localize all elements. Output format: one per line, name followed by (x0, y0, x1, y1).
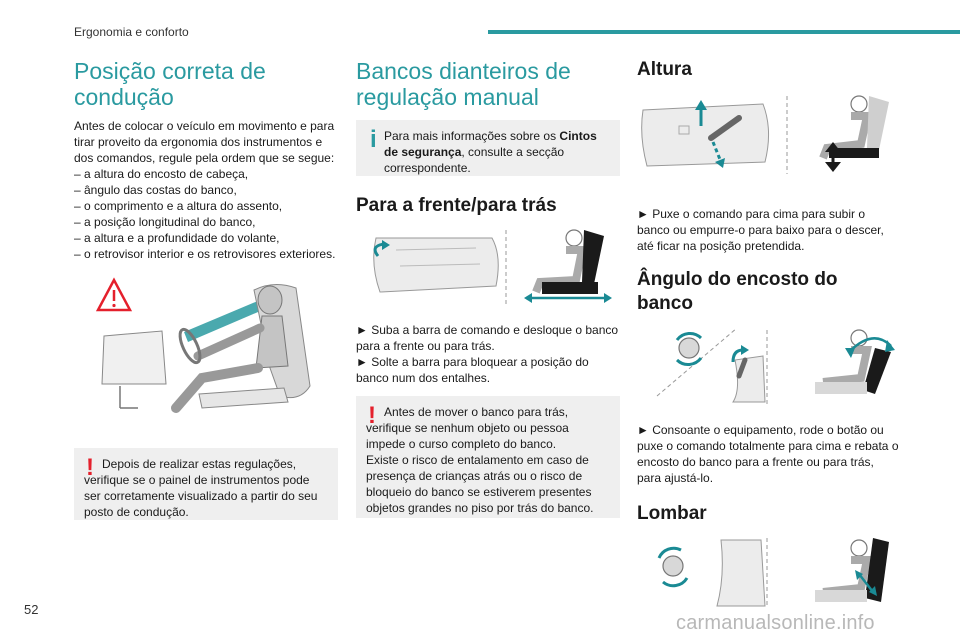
forward-backward-step-1: ► Suba a barra de comando e desloque o banco para a frente ou para trás. (356, 323, 619, 353)
lumbar-illustration (637, 536, 901, 608)
column-manual-seats (356, 58, 620, 518)
altura-step: ► Puxe o comando para cima para subir o banco ou empurre-o para baixo para o descer, até ficar na posição pretendida. (637, 207, 884, 253)
adjustment-list-item: – a altura e a profundidade do volante, (74, 231, 280, 245)
altura-title: Altura (637, 59, 692, 80)
adjustment-list-item: – ângulo das costas do banco, (74, 183, 237, 197)
forward-backward-illustration (356, 226, 620, 306)
info-note-text (366, 128, 610, 176)
warning-note-seat-move (356, 396, 620, 518)
warning-note-extra: Existe o risco de entalamento em caso de presença de crianças atrás ou o risco de bloqueio do banco se estiverem presentes objetos grandes no piso por trás do banco. (366, 453, 594, 515)
warning-triangle-icon (98, 280, 130, 310)
forward-backward-step-2: ► Solte a barra para bloquear a posição do banco num dos entalhes. (356, 355, 589, 385)
info-icon: i (370, 126, 377, 153)
lombar-title: Lombar (637, 503, 707, 524)
warning-exclamation-icon: ! (86, 454, 94, 481)
column-driving-position (74, 58, 338, 520)
driving-posture-illustration (74, 276, 338, 426)
angulo-step: ► Consoante o equipamento, rode o botão ou puxe o comando totalmente para cima e rebata o encosto do banco para a frente ou para trás, para ajustá-lo. (637, 423, 899, 485)
info-note-pre: Para mais informações sobre os (384, 129, 560, 143)
forward-backward-title: Para a frente/para trás (356, 195, 557, 216)
watermark: carmanualsonline.info (676, 612, 875, 634)
driving-position-intro: Antes de colocar o veículo em movimento e para tirar proveito da ergonomia dos instrumentos e dos comandos, regule pela ordem que se segue: (74, 119, 335, 165)
warning-note-text: verifique se o painel de instrumentos pode ser corretamente visualizado a partir do seu posto de condução. (84, 473, 318, 519)
header-accent-bar (488, 30, 960, 34)
warning-note-first-line: Depois de realizar estas regulações, (102, 457, 297, 471)
info-note (356, 120, 620, 176)
info-note-bold: Cintos de segurança (384, 129, 597, 159)
adjustment-list-item: – o comprimento e a altura do assento, (74, 199, 283, 213)
warning-note (74, 448, 338, 520)
height-illustration (637, 92, 901, 176)
adjustment-list-item: – a posição longitudinal do banco, (74, 215, 256, 229)
page-number: 52 (24, 602, 39, 617)
backrest-angle-illustration (637, 326, 901, 406)
adjustment-list (74, 166, 338, 262)
warning-note-first-line: Antes de mover o banco para trás, (384, 405, 569, 419)
manual-seats-title: Bancos dianteiros de regulação manual (356, 58, 571, 110)
section-header: Ergonomia e conforto (74, 25, 189, 39)
info-note-post: , consulte a secção correspondente. (384, 145, 565, 175)
adjustment-list-item: – a altura do encosto de cabeça, (74, 167, 249, 181)
column-seat-adjustments (637, 58, 901, 608)
angulo-title: Ângulo do encosto do banco (637, 269, 838, 314)
warning-note-text: verifique se nenhum objeto ou pessoa impede o curso completo do banco. (366, 421, 569, 451)
driving-position-title: Posição correta de condução (74, 58, 266, 110)
adjustment-list-item: – o retrovisor interior e os retrovisores exteriores. (74, 247, 336, 261)
warning-exclamation-icon: ! (368, 402, 376, 429)
